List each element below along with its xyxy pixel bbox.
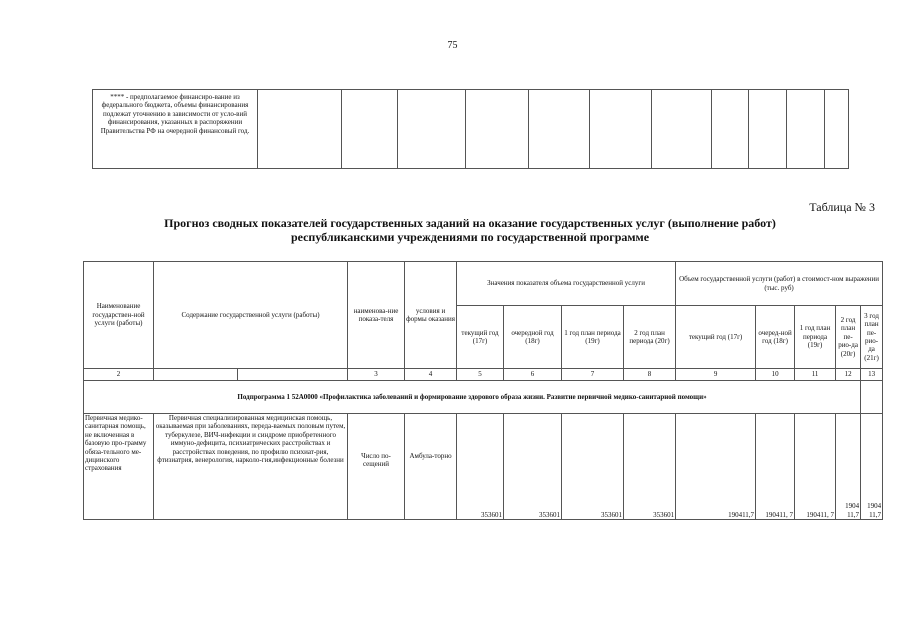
column-number: 3	[348, 369, 405, 381]
empty-cell	[154, 369, 238, 381]
empty-cell	[238, 369, 348, 381]
header-cost-group: Объем государственной услуги (работ) в стоимост-ном выражении (тыс. руб)	[676, 262, 883, 306]
row-vol-next: 353601	[504, 414, 562, 520]
empty-cell	[466, 90, 529, 169]
table-title: Прогноз сводных показателей государственных заданий на оказание государственных услуг (выполнение работ) республиканскими учреждениями по государственной программе	[164, 216, 776, 244]
previous-table-fragment	[92, 89, 849, 169]
forecast-table	[83, 261, 883, 520]
column-number: 12	[836, 369, 861, 381]
column-number: 8	[624, 369, 676, 381]
header-vol-current: текущий год (17г)	[457, 306, 504, 369]
header-cost-current: текущий год (17г)	[676, 306, 756, 369]
column-number: 5	[457, 369, 504, 381]
column-number: 7	[562, 369, 624, 381]
empty-cell	[342, 90, 398, 169]
header-cost-next: очеред-ной год (18г)	[756, 306, 795, 369]
empty-cell	[529, 90, 590, 169]
row-vol-plan2: 353601	[624, 414, 676, 520]
subprogram-heading: Подпрограмма 1 52А0000 «Профилактика заболеваний и формирование здорового образа жизни. Развитие первичной медико-санитарной помощи»	[84, 381, 861, 414]
column-number: 13	[861, 369, 883, 381]
header-cost-plan2: 2 год план пе-рио-да (20г)	[836, 306, 861, 369]
empty-cell	[825, 90, 849, 169]
header-vol-plan1: 1 год план периода (19г)	[562, 306, 624, 369]
empty-cell	[258, 90, 342, 169]
page-number: 75	[447, 40, 458, 51]
header-service-name: Наименование государствен-ной услуги (работы)	[84, 262, 154, 369]
row-vol-plan1: 353601	[562, 414, 624, 520]
empty-cell	[652, 90, 712, 169]
header-service-content: Содержание государственной услуги (работы)	[154, 262, 348, 369]
header-cost-plan1: 1 год план периода (19г)	[795, 306, 836, 369]
row-cost-current: 190411,7	[676, 414, 756, 520]
empty-cell	[787, 90, 825, 169]
table-label: Таблица № 3	[809, 200, 875, 214]
column-number: 2	[84, 369, 154, 381]
header-volume-group: Значения показателя объема государственной услуги	[457, 262, 676, 306]
header-vol-next: очередной год (18г)	[504, 306, 562, 369]
row-cost-next: 190411, 7	[756, 414, 795, 520]
column-number: 10	[756, 369, 795, 381]
row-condition: Амбула-торно	[405, 414, 457, 520]
row-indicator: Число по-сещений	[348, 414, 405, 520]
empty-cell	[861, 381, 883, 414]
row-cost-plan1: 190411, 7	[795, 414, 836, 520]
empty-cell	[590, 90, 652, 169]
empty-cell	[712, 90, 749, 169]
column-number: 11	[795, 369, 836, 381]
column-number: 9	[676, 369, 756, 381]
row-service-name: Первичная медико-санитарная помощь, не включенная в базовую про-грамму обяза-тельного ме-дицинского страхования	[84, 414, 154, 520]
column-number: 6	[504, 369, 562, 381]
column-number: 4	[405, 369, 457, 381]
row-cost-plan3: 1904 11,7	[861, 414, 883, 520]
row-service-content: Первичная специализированная медицинская помощь, оказываемая при заболеваниях, переда-ваемых половым путем, туберкулезе, ВИЧ-инфекции и синдроме приобретенного иммуно-дефицита, психиатрических расстройствах и расстройствах поведения, по профилю психиат-рия, фтизиатрия, венерология, нарколо-гия,инфекционные болезни	[154, 414, 348, 520]
empty-cell	[749, 90, 787, 169]
header-conditions: условия и формы оказания	[405, 262, 457, 369]
header-indicator-name: наименова-ние показа-теля	[348, 262, 405, 369]
empty-cell	[398, 90, 466, 169]
row-vol-current: 353601	[457, 414, 504, 520]
header-cost-plan3: 3 год план пе-рио-да (21г)	[861, 306, 883, 369]
header-vol-plan2: 2 год план периода (20г)	[624, 306, 676, 369]
row-cost-plan2: 1904 11,7	[836, 414, 861, 520]
footnote-cell: **** - предполагаемое финансиро-вание из федерального бюджета, объемы финансирования подлежат уточнению в зависимости от усло-вий финансирования, указанных в распоряжении Правительства РФ на очередной финансовый год.	[93, 90, 258, 169]
